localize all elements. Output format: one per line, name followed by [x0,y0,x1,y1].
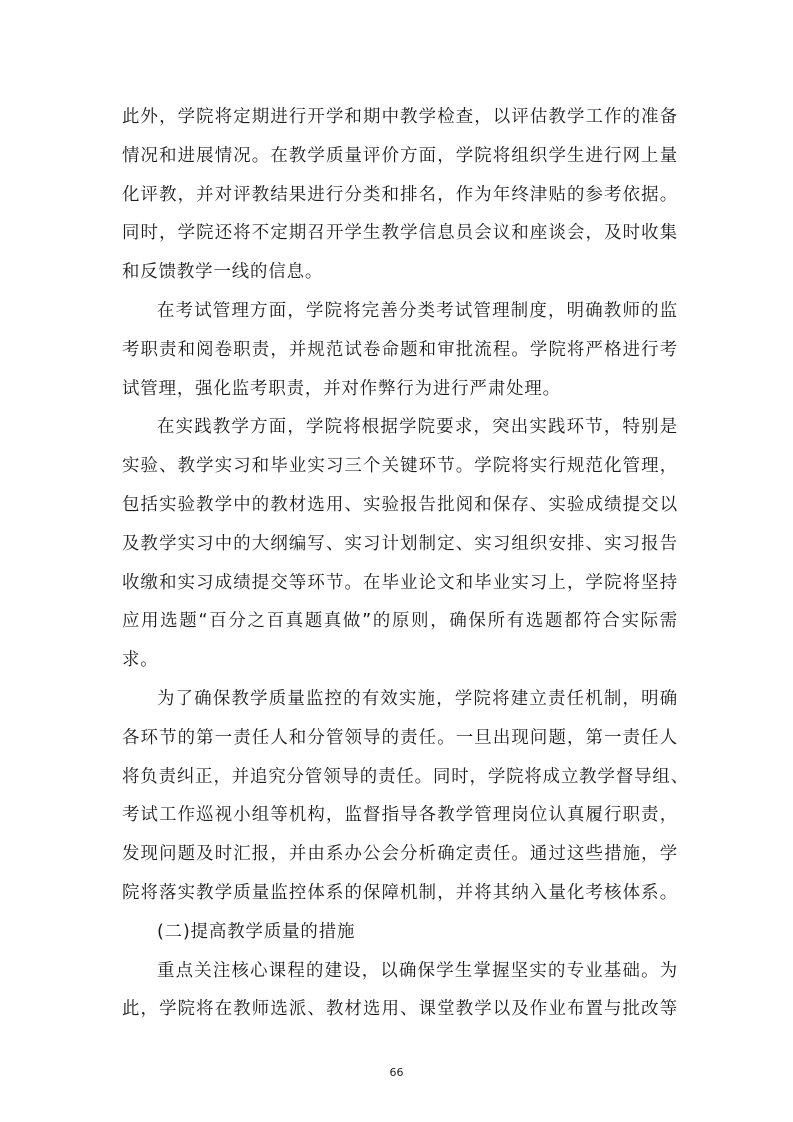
text-line: 实验、教学实习和毕业实习三个关键环节。学院将实行规范化管理， [122,456,678,477]
text-line: 院将落实教学质量监控体系的保障机制，并将其纳入量化考核体系。 [122,882,678,903]
text-line: 各环节的第一责任人和分管领导的责任。一旦出现问题，第一责任人 [122,727,678,748]
text-line: 考试工作巡视小组等机构，监督指导各教学管理岗位认真履行职责， [122,805,678,826]
text-line: 此外，学院将定期进行开学和期中教学检查，以评估教学工作的准备 [122,107,678,127]
text-line: 求。 [122,650,159,671]
text-line: 考职责和阅卷职责，并规范试卷命题和审批流程。学院将严格进行考 [122,339,678,360]
body-text [122,98,690,1029]
text-line: 收缴和实习成绩提交等环节。在毕业论文和毕业实习上，学院将坚持 [122,572,678,593]
text-line: 同时，学院还将不定期召开学生教学信息员会议和座谈会，及时收集 [122,223,678,244]
text-line: 此，学院将在教师选派、教材选用、课堂教学以及作业布置与批改等 [122,999,678,1020]
text-line: 情况和进展情况。在教学质量评价方面，学院将组织学生进行网上量 [122,145,678,166]
text-line: 和反馈教学一线的信息。 [122,262,324,283]
text-line: 在实践教学方面，学院将根据学院要求，突出实践环节，特别是 [157,417,678,438]
text-line: 包括实验教学中的教材选用、实验报告批阅和保存、实验成绩提交以 [122,494,678,515]
text-line: 在考试管理方面，学院将完善分类考试管理制度，明确教师的监 [157,300,678,321]
page-number: 66 [389,1066,404,1079]
text-line: 发现问题及时汇报，并由系办公会分析确定责任。通过这些措施，学 [122,844,678,865]
text-line: 化评教，并对评教结果进行分类和排名，作为年终津贴的参考依据。 [122,184,678,205]
text-line: 应用选题“百分之百真题真做”的原则，确保所有选题都符合实际需 [122,611,678,632]
text-line: 重点关注核心课程的建设，以确保学生掌握坚实的专业基础。为 [157,960,678,981]
text-line: 试管理，强化监考职责，并对作弊行为进行严肃处理。 [122,378,561,399]
text-line: 为了确保教学质量监控的有效实施，学院将建立责任机制，明确 [157,688,678,709]
section-heading: (二)提高教学质量的措施 [157,921,356,942]
text-line: 将负责纠正，并追究分管领导的责任。同时，学院将成立教学督导组、 [122,766,690,787]
text-line: 及教学实习中的大纲编写、实习计划制定、实习组织安排、实习报告 [122,533,678,554]
